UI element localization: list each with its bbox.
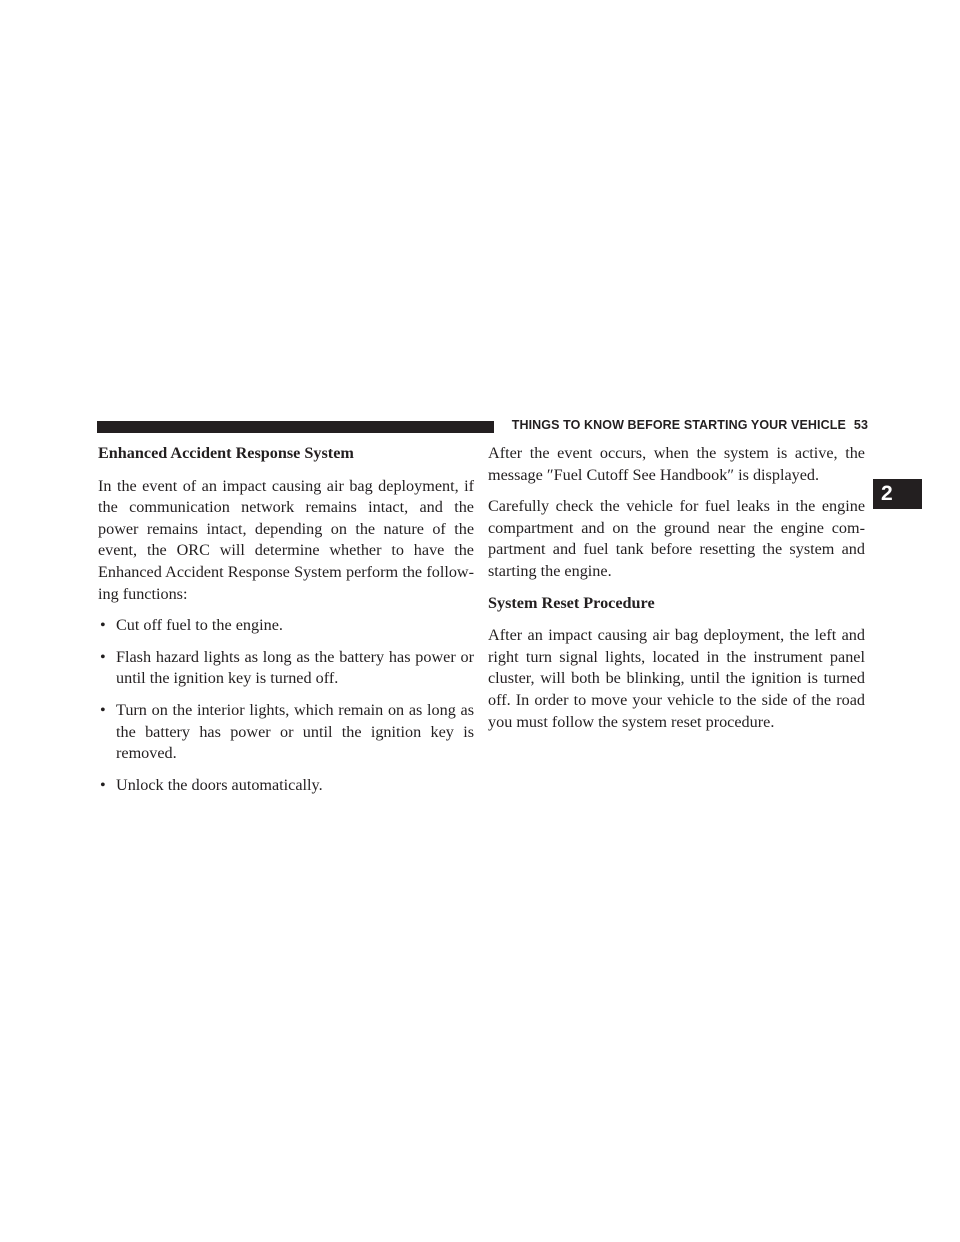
list-item-text: Turn on the interior lights, which remain on as long as the battery has power or until the ignition key is removed. — [116, 700, 474, 763]
list-item-text: Flash hazard lights as long as the battery has power or until the ignition key is turned off. — [116, 647, 474, 688]
right-column — [488, 443, 865, 743]
chapter-tab: 2 — [873, 479, 922, 509]
list-item-text: Unlock the doors automatically. — [116, 775, 323, 794]
running-header-title: THINGS TO KNOW BEFORE STARTING YOUR VEHICLE — [511, 418, 846, 432]
fuel-leak-check-paragraph: Carefully check the vehicle for fuel leaks in the engine compartment and on the ground near the engine com-partment and fuel tank before resetting the system and starting the engine. — [488, 497, 865, 580]
section-heading-enhanced-accident-response: Enhanced Accident Response System — [98, 444, 354, 462]
intro-paragraph: In the event of an impact causing air bag deployment, if the communication network remains intact, and the power remains intact, depending on the nature of the event, the ORC will determine whether to have the Enhanced Accident Response System perform the follow-ing functions: — [98, 476, 474, 603]
function-list — [98, 615, 474, 796]
bullet-icon: • — [100, 700, 106, 719]
list-item — [98, 700, 474, 765]
page-number: 53 — [853, 418, 868, 432]
list-item — [98, 647, 474, 690]
left-column — [98, 443, 474, 806]
bullet-icon: • — [100, 647, 106, 666]
list-item — [98, 775, 474, 797]
running-header — [503, 418, 868, 432]
event-message-paragraph: After the event occurs, when the system is active, the message ″Fuel Cutoff See Handbook″ is displayed. — [488, 444, 865, 484]
header-rule-bar — [97, 421, 494, 433]
reset-procedure-paragraph: After an impact causing air bag deployment, the left and right turn signal lights, located in the instrument panel cluster, will both be blinking, until the ignition is turned off. In order to move your vehicle to the side of the road you must follow the system reset procedure. — [488, 626, 865, 731]
bullet-icon: • — [100, 775, 106, 794]
list-item — [98, 615, 474, 637]
bullet-icon: • — [100, 616, 106, 635]
list-item-text: Cut off fuel to the engine. — [116, 616, 283, 635]
section-heading-system-reset: System Reset Procedure — [488, 593, 655, 612]
